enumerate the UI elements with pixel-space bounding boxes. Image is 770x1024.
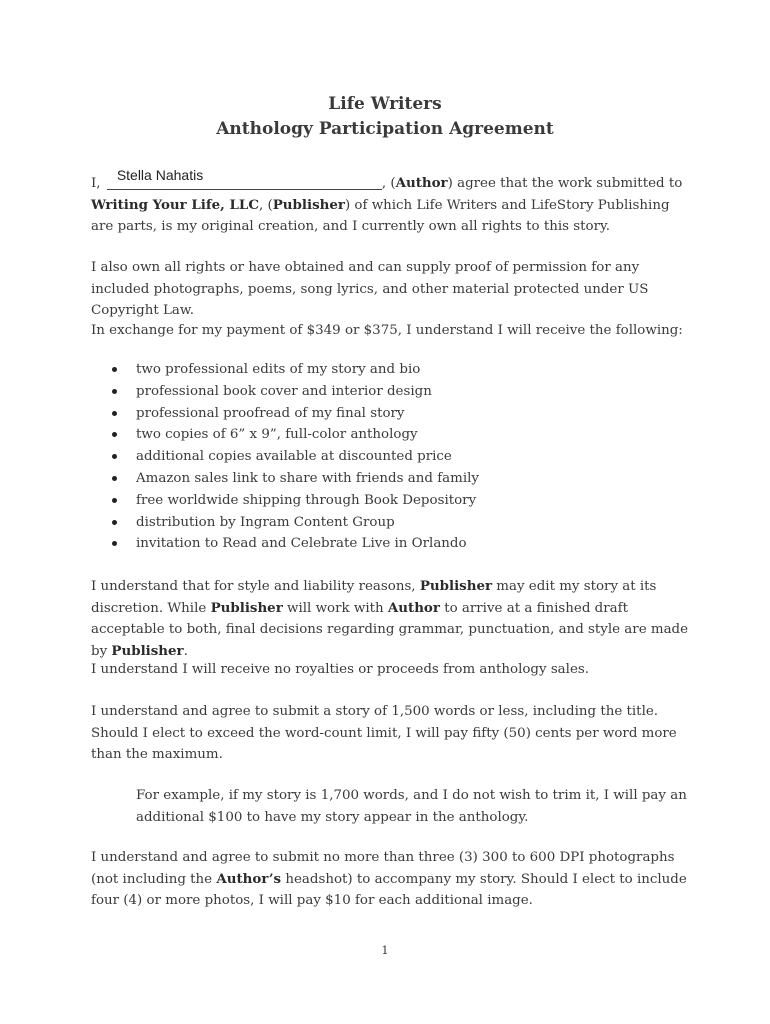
bullet-icon: [112, 367, 117, 372]
list-item-text: free worldwide shipping through Book Depository: [136, 492, 477, 508]
list-item-text: invitation to Read and Celebrate Live in Orlando: [136, 536, 467, 552]
photos-bold-b: Author’s: [216, 870, 282, 887]
author-name-value: Stella Nahatis: [116, 167, 204, 183]
intro-bold-author: Author: [395, 175, 448, 191]
list-item-text: two copies of 6” x 9”, full-color anthology: [136, 427, 418, 443]
photos-text-c: headshot) to accompany my story. Should I elect to include four (4) or more photos, I will pay $10 for each additional image.: [91, 871, 687, 908]
style-paragraph: [91, 576, 691, 662]
intro-text-d: ) of which Life Writers and LifeStory Publishing are parts, is my original creation, and I currently own all rights to this story.: [91, 197, 670, 234]
list-item-text: Amazon sales link to share with friends and family: [136, 470, 479, 486]
doc-title-line1: Life Writers: [328, 94, 442, 114]
style-bold-h: Publisher: [111, 642, 184, 659]
royalties-paragraph: I understand I will receive no royalties or proceeds from anthology sales.: [91, 662, 590, 677]
benefits-list: [112, 359, 479, 555]
rights-paragraph: I also own all rights or have obtained and can supply proof of permission for any included photographs, poems, song lyrics, and other material protected under US Copyright Law.: [91, 260, 649, 318]
list-item-text: professional proofread of my final story: [136, 405, 405, 421]
author-name-field[interactable]: [107, 167, 382, 190]
style-bold-b: Publisher: [419, 578, 493, 594]
list-item: [112, 403, 479, 425]
bullet-icon: [112, 432, 117, 437]
bullet-icon: [112, 498, 117, 503]
example-paragraph: For example, if my story is 1,700 words, and I do not wish to trim it, I will pay an additional $100 to have my story appear in the anthology.: [136, 788, 687, 825]
photos-text-a: I understand and agree to submit no more than three (3) 300 to 600 DPI photographs (not including the: [91, 850, 675, 887]
intro-bold-company: Writing Your Life, LLC: [91, 196, 259, 213]
page-number: 1: [381, 944, 389, 957]
list-item: [112, 446, 479, 468]
style-bold-d: Publisher: [210, 599, 283, 616]
bullet-icon: [112, 541, 117, 546]
list-item: [112, 359, 479, 381]
list-item-text: two professional edits of my story and bio: [136, 362, 421, 377]
style-text-g: to arrive at a finished draft acceptable to both, final decisions regarding grammar, punctuation, and style are made by: [91, 600, 689, 659]
style-text-e: will work with: [282, 600, 388, 616]
style-text-i: .: [183, 643, 188, 659]
list-item-text: additional copies available at discounted price: [136, 449, 452, 465]
list-item-text: distribution by Ingram Content Group: [136, 514, 395, 530]
style-text-a: I understand that for style and liability reasons,: [91, 579, 420, 594]
list-item: [112, 533, 479, 555]
intro-prefix: I,: [91, 176, 105, 191]
doc-title-line2: Anthology Participation Agreement: [216, 119, 554, 139]
list-item: [112, 424, 479, 446]
intro-paragraph: [91, 167, 691, 238]
intro-text-b: ) agree that the work submitted to: [447, 176, 683, 191]
exchange-paragraph: In exchange for my payment of $349 or $375, I understand I will receive the following:: [91, 323, 683, 338]
list-item: [112, 490, 479, 512]
intro-text-c: , (: [258, 197, 273, 213]
photos-paragraph: [91, 847, 691, 912]
list-item: [112, 381, 479, 403]
intro-text-a: , (: [381, 176, 396, 191]
style-bold-f: Author: [387, 599, 440, 616]
style-text-c: may edit my story at its discretion. While: [91, 579, 657, 616]
bullet-icon: [112, 454, 117, 459]
list-item: [112, 468, 479, 490]
bullet-icon: [112, 389, 117, 394]
bullet-icon: [112, 520, 117, 525]
list-item: [112, 512, 479, 534]
list-item-text: professional book cover and interior design: [136, 383, 432, 399]
bullet-icon: [112, 476, 117, 481]
word-limit-paragraph: I understand and agree to submit a story of 1,500 words or less, including the title. Should I elect to exceed the word-count limit, I will pay fifty (50) cents per word more than the maximum.: [91, 704, 677, 762]
intro-bold-publisher: Publisher: [272, 196, 345, 213]
bullet-icon: [112, 411, 117, 416]
